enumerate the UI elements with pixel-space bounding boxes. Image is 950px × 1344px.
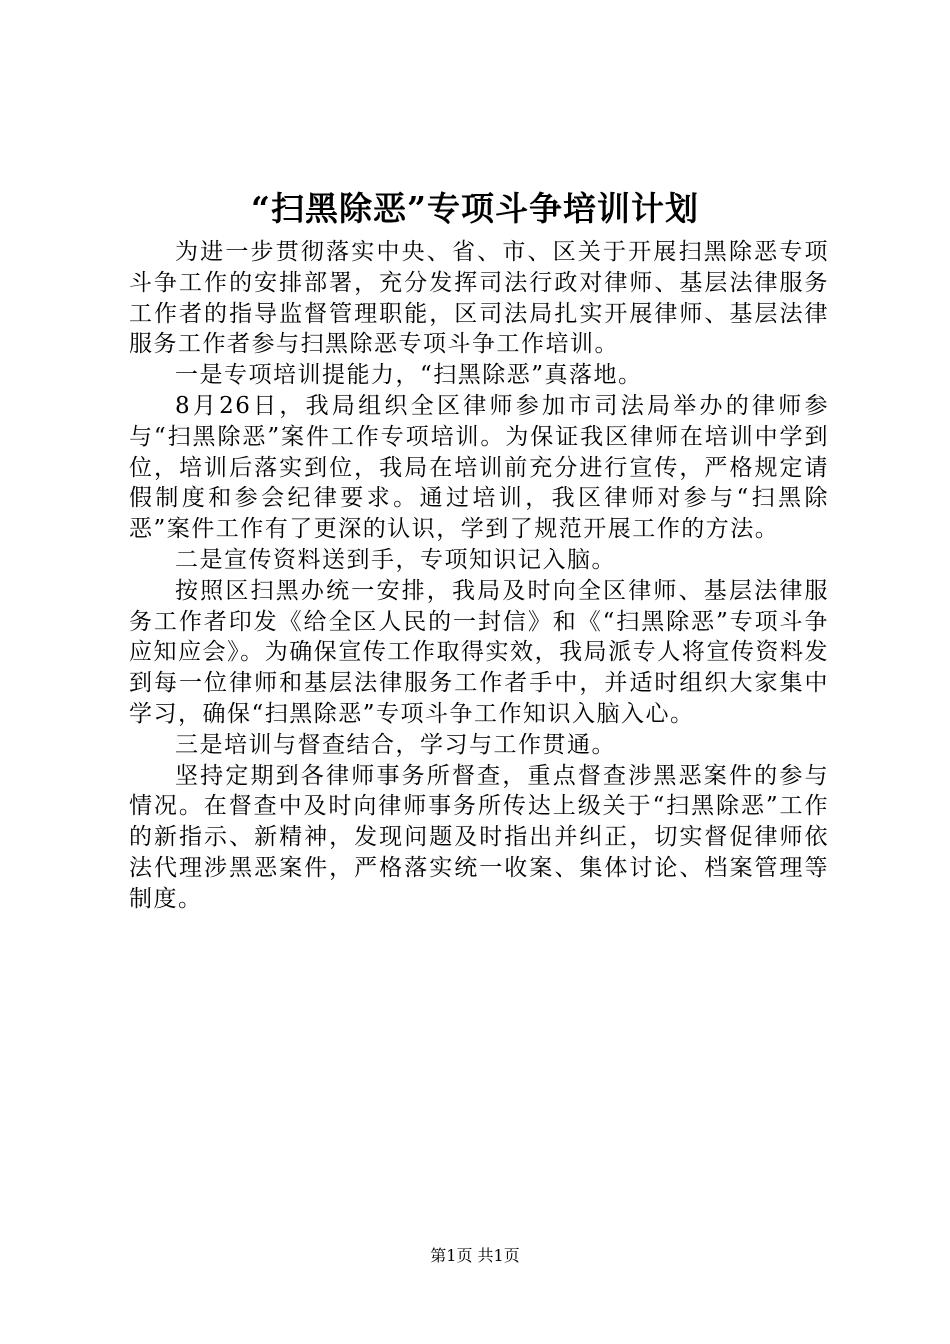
paragraph-section-1: 8月26日，我局组织全区律师参加市司法局举办的律师参与“扫黑除恶”案件工作专项培训。为保证我区律师在培训中学到位，培训后落实到位，我局在培训前充分进行宣传，严格规定请假制度和参会纪律要求。通过培训，我区律师对参与“扫黑除恶”案件工作有了更深的认识，学到了规范开展工作的方法。 <box>129 392 829 543</box>
section-heading-1: 一是专项培训提能力，“扫黑除恶”真落地。 <box>175 362 643 389</box>
section-heading-2: 二是宣传资料送到手，专项知识记入脑。 <box>175 546 616 573</box>
document-body <box>129 237 829 915</box>
paragraph-section-2: 按照区扫黑办统一安排，我局及时向全区律师、基层法律服务工作者印发《给全区人民的一封信》和《“扫黑除恶”专项斗争应知应会》。为确保宣传工作取得实效，我局派专人将宣传资料发到每一位律师和基层法律服务工作者手中，并适时组织大家集中学习，确保“扫黑除恶”专项斗争工作知识入脑入心。 <box>129 577 829 727</box>
paragraph-intro: 为进一步贯彻落实中央、省、市、区关于开展扫黑除恶专项斗争工作的安排部署，充分发挥司法行政对律师、基层法律服务工作者的指导监督管理职能，区司法局扎实开展律师、基层法律服务工作者参与扫黑除恶专项斗争工作培训。 <box>129 239 829 358</box>
section-heading-3: 三是培训与督查结合，学习与工作贯通。 <box>175 731 616 758</box>
page-footer: 第1页 共1页 <box>430 1246 520 1265</box>
paragraph-section-3: 坚持定期到各律师事务所督查，重点督查涉黑恶案件的参与情况。在督查中及时向律师事务所传达上级关于“扫黑除恶”工作的新指示、新精神，发现问题及时指出并纠正，切实督促律师依法代理涉黑恶案件，严格落实统一收案、集体讨论、档案管理等制度。 <box>129 762 829 912</box>
document-title: “扫黑除恶”专项斗争培训计划 <box>251 189 699 228</box>
